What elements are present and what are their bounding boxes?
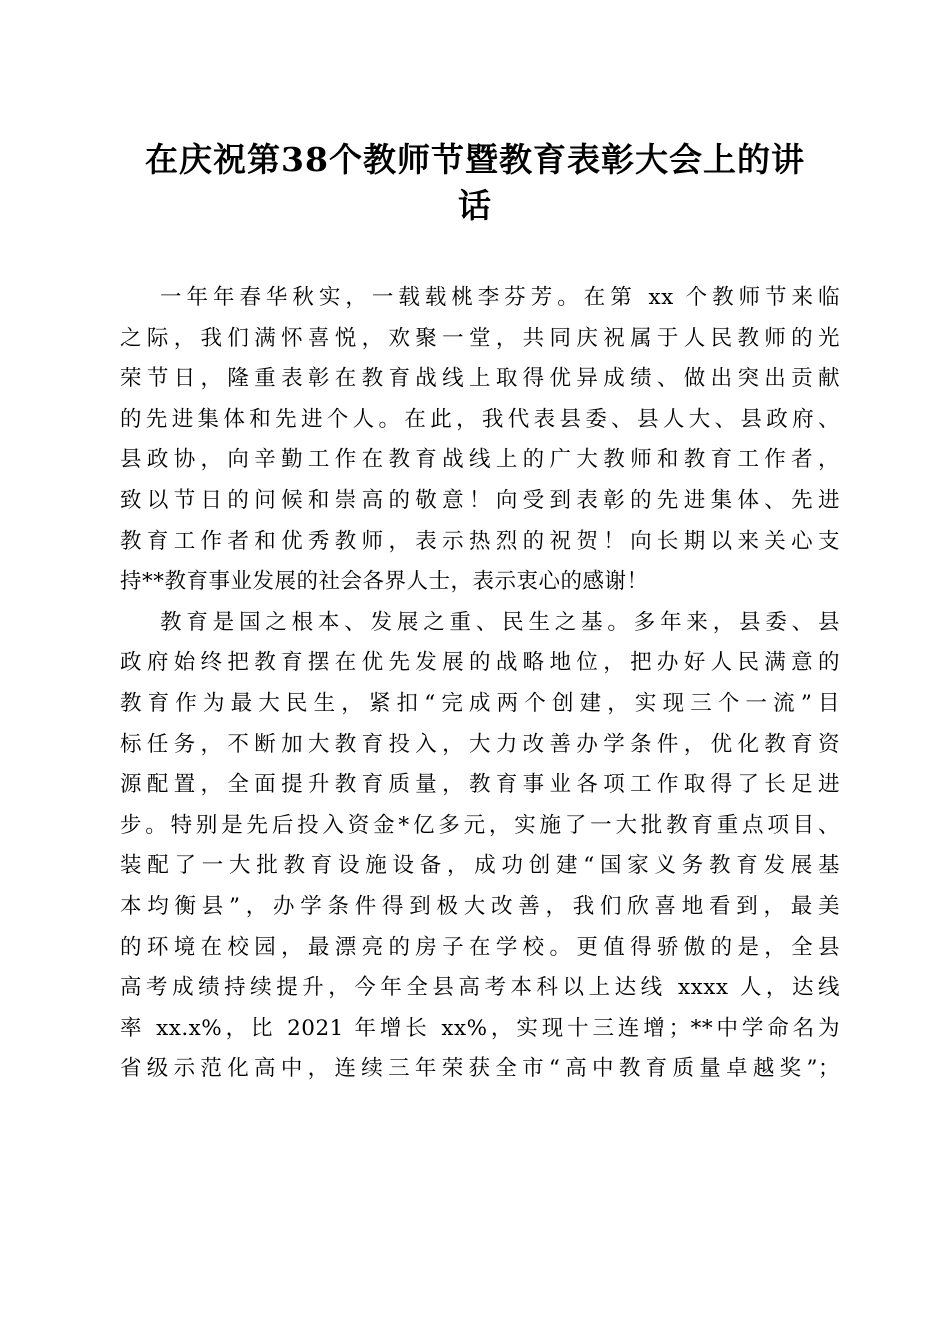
text-line: 率 xx.x%，比 2021 年增长 xx%，实现十三连增；**中学命名为 [120, 1015, 840, 1041]
text-line: 标任务，不断加大教育投入，大力改善办学条件，优化教育资 [120, 731, 840, 757]
text-line: 的先进集体和先进个人。在此，我代表县委、县人大、县政府、 [120, 406, 840, 432]
document-body [120, 278, 840, 1090]
text-line: 持**教育事业发展的社会各界人士，表示衷心的感谢！ [120, 569, 649, 595]
text-line: 县政协，向辛勤工作在教育战线上的广大教师和教育工作者， [120, 447, 840, 473]
text-line: 教育作为最大民生，紧扣“完成两个创建，实现三个一流”目 [120, 690, 840, 716]
text-line: 源配置，全面提升教育质量，教育事业各项工作取得了长足进 [120, 772, 840, 798]
text-line: 致以节日的问候和崇高的敬意！向受到表彰的先进集体、先进 [120, 487, 840, 513]
title-line: 话 [458, 186, 492, 225]
text-line: 之际，我们满怀喜悦，欢聚一堂，共同庆祝属于人民教师的光 [120, 325, 840, 351]
paragraph [120, 603, 840, 1090]
text-line: 教育是国之根本、发展之重、民生之基。多年来，县委、县 [160, 609, 840, 635]
text-line: 高考成绩持续提升，今年全县高考本科以上达线 xxxx 人，达线 [120, 975, 840, 1001]
title-line: 在庆祝第38个教师节暨教育表彰大会上的讲 [145, 140, 805, 179]
page-title [110, 137, 840, 229]
text-line: 本均衡县”，办学条件得到极大改善，我们欣喜地看到，最美 [120, 893, 840, 919]
text-line: 装配了一大批教育设施设备，成功创建“国家义务教育发展基 [120, 853, 840, 879]
text-line: 步。特别是先后投入资金*亿多元，实施了一大批教育重点项目、 [120, 812, 840, 838]
text-line: 荣节日，隆重表彰在教育战线上取得优异成绩、做出突出贡献 [120, 366, 840, 392]
text-line: 一年年春华秋实，一载载桃李芬芳。在第 xx 个教师节来临 [160, 285, 840, 310]
text-line: 的环境在校园，最漂亮的房子在学校。更值得骄傲的是，全县 [120, 934, 840, 960]
text-line: 省级示范化高中，连续三年荣获全市“高中教育质量卓越奖”； [120, 1056, 840, 1082]
text-line: 教育工作者和优秀教师，表示热烈的祝贺！向长期以来关心支 [120, 528, 840, 554]
text-line: 政府始终把教育摆在优先发展的战略地位，把办好人民满意的 [120, 650, 840, 676]
paragraph [120, 278, 840, 603]
